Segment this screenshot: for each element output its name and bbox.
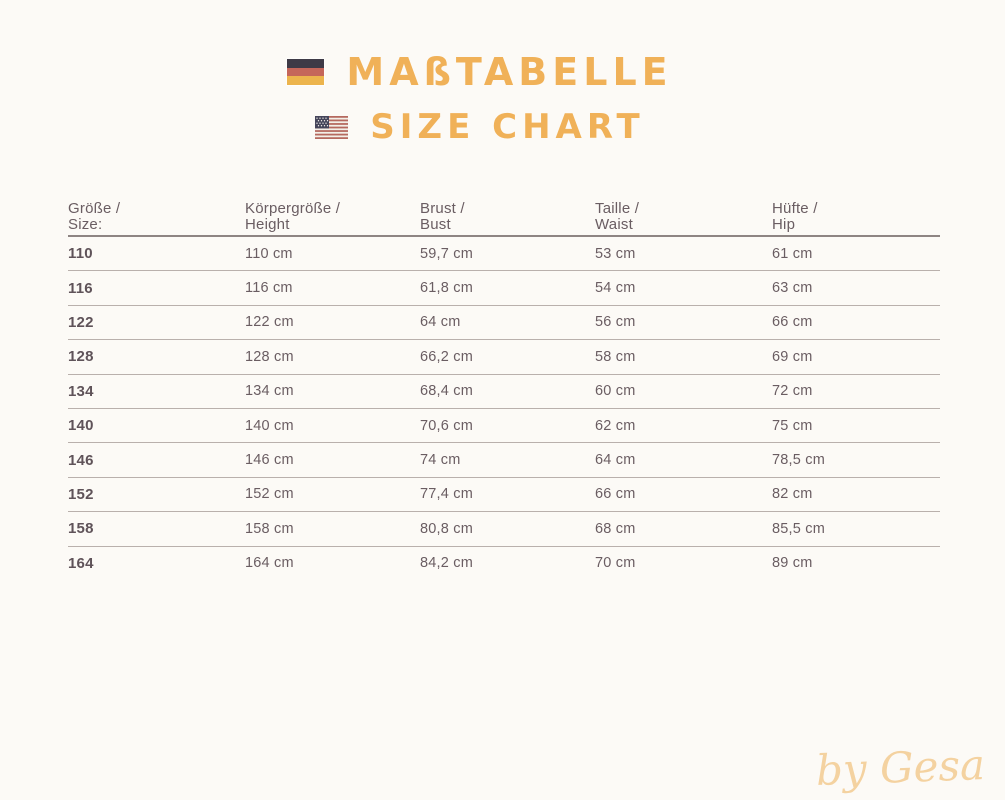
cell-hip: 78,5 cm bbox=[772, 452, 825, 469]
table-row bbox=[68, 478, 940, 512]
size-table bbox=[68, 201, 940, 580]
cell-hip: 89 cm bbox=[772, 555, 813, 572]
cell-waist: 54 cm bbox=[595, 280, 636, 297]
size-label-cell: 152 bbox=[68, 485, 94, 503]
cell-waist: 62 cm bbox=[595, 417, 636, 434]
cell-height: 164 cm bbox=[245, 555, 294, 572]
german-flag-icon bbox=[287, 59, 324, 85]
table-header-row bbox=[68, 201, 940, 237]
size-label-cell: 140 bbox=[68, 417, 94, 435]
cell-bust: 80,8 cm bbox=[420, 520, 473, 537]
size-label-cell: 134 bbox=[68, 382, 94, 400]
cell-height: 140 cm bbox=[245, 417, 294, 434]
size-label-cell: 122 bbox=[68, 313, 94, 331]
table-row bbox=[68, 340, 940, 374]
cell-height: 158 cm bbox=[245, 520, 294, 537]
cell-hip: 72 cm bbox=[772, 383, 813, 400]
cell-bust: 61,8 cm bbox=[420, 280, 473, 297]
cell-height: 122 cm bbox=[245, 314, 294, 331]
cell-bust: 70,6 cm bbox=[420, 417, 473, 434]
cell-waist: 56 cm bbox=[595, 314, 636, 331]
column-header: Taille / Waist bbox=[595, 200, 640, 233]
column-header: Körpergröße / Height bbox=[245, 200, 341, 233]
table-row bbox=[68, 512, 940, 546]
title-row-english bbox=[315, 107, 644, 147]
cell-hip: 63 cm bbox=[772, 280, 813, 297]
cell-bust: 77,4 cm bbox=[420, 486, 473, 503]
cell-bust: 59,7 cm bbox=[420, 245, 473, 262]
signature: by Gesa bbox=[815, 740, 986, 795]
cell-bust: 68,4 cm bbox=[420, 383, 473, 400]
column-header: Größe / Size: bbox=[68, 200, 121, 233]
size-label-cell: 158 bbox=[68, 520, 94, 538]
size-label-cell: 146 bbox=[68, 451, 94, 469]
cell-waist: 68 cm bbox=[595, 520, 636, 537]
size-label-cell: 116 bbox=[68, 279, 93, 297]
table-row bbox=[68, 547, 940, 580]
table-row bbox=[68, 443, 940, 477]
table-row bbox=[68, 375, 940, 409]
cell-hip: 85,5 cm bbox=[772, 520, 825, 537]
cell-waist: 66 cm bbox=[595, 486, 636, 503]
size-label-cell: 164 bbox=[68, 554, 94, 572]
page-title-english: SIZE CHART bbox=[370, 107, 645, 147]
cell-waist: 70 cm bbox=[595, 555, 636, 572]
table-row bbox=[68, 237, 940, 271]
cell-height: 146 cm bbox=[245, 452, 294, 469]
cell-height: 134 cm bbox=[245, 383, 294, 400]
cell-bust: 74 cm bbox=[420, 452, 461, 469]
cell-bust: 84,2 cm bbox=[420, 555, 473, 572]
cell-waist: 60 cm bbox=[595, 383, 636, 400]
cell-height: 152 cm bbox=[245, 486, 294, 503]
cell-waist: 64 cm bbox=[595, 452, 636, 469]
cell-bust: 64 cm bbox=[420, 314, 461, 331]
cell-bust: 66,2 cm bbox=[420, 348, 473, 365]
cell-hip: 82 cm bbox=[772, 486, 813, 503]
size-label-cell: 110 bbox=[68, 245, 93, 263]
column-header: Brust / Bust bbox=[420, 200, 465, 233]
table-row bbox=[68, 306, 940, 340]
cell-hip: 66 cm bbox=[772, 314, 813, 331]
cell-waist: 58 cm bbox=[595, 348, 636, 365]
us-flag-icon bbox=[315, 116, 348, 139]
cell-waist: 53 cm bbox=[595, 245, 636, 262]
cell-hip: 75 cm bbox=[772, 417, 813, 434]
cell-height: 128 cm bbox=[245, 348, 294, 365]
table-row bbox=[68, 271, 940, 305]
cell-hip: 69 cm bbox=[772, 348, 813, 365]
title-row-german bbox=[287, 50, 672, 94]
page-title-german: MAßTABELLE bbox=[346, 50, 673, 94]
size-label-cell: 128 bbox=[68, 348, 94, 366]
title-block bbox=[0, 50, 960, 147]
cell-height: 110 cm bbox=[245, 245, 293, 262]
table-row bbox=[68, 409, 940, 443]
column-header: Hüfte / Hip bbox=[772, 200, 818, 233]
cell-height: 116 cm bbox=[245, 280, 293, 297]
cell-hip: 61 cm bbox=[772, 245, 813, 262]
